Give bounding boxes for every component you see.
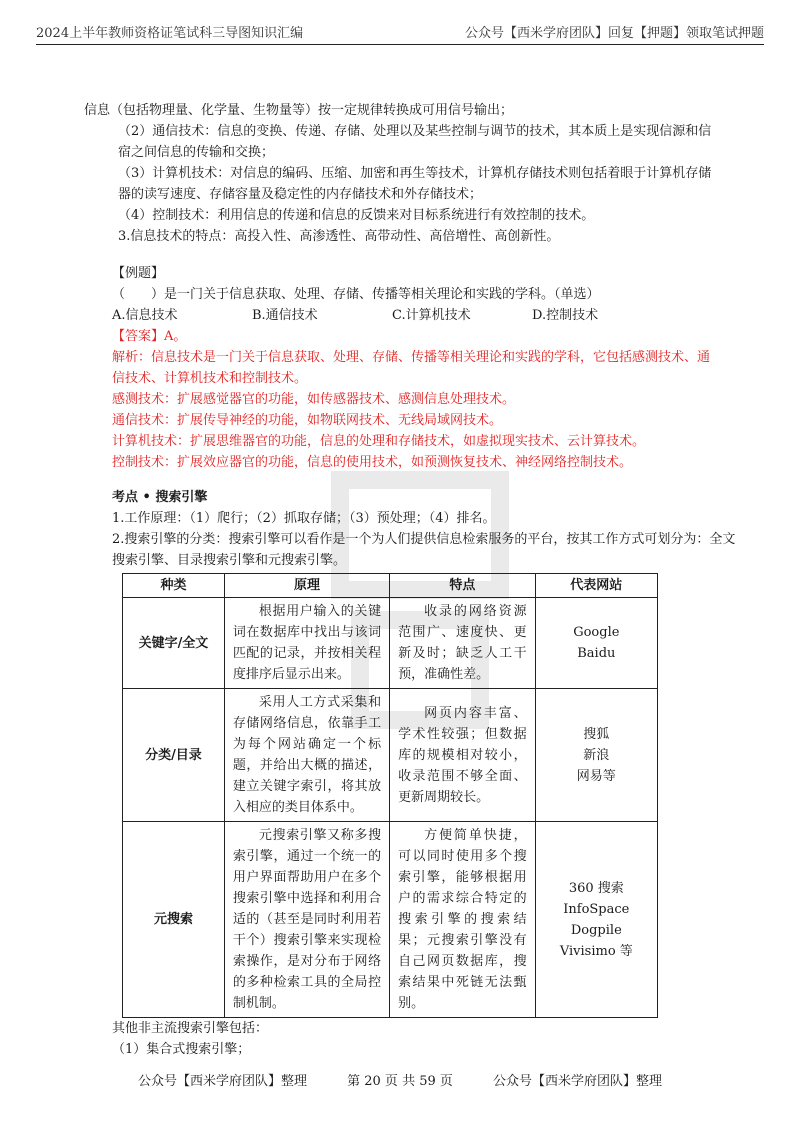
analysis-line-1: 解析：信息技术是一门关于信息获取、处理、存储、传播等相关理论和实践的学科，它包括感测技术、通信技术、计算机技术和控制技术。 — [112, 350, 711, 386]
analysis-line-4: 计算机技术：扩展思维器官的功能，信息的处理和存储技术，如虚拟现实技术、云计算技术。 — [112, 434, 646, 449]
th-principle: 原理 — [224, 574, 389, 598]
section-line-2: 2.搜索引擎的分类：搜索引擎可以看作是一个为人们提供信息检索服务的平台，按其工作方式可划分为：全文搜索引擎、目录搜索引擎和元搜索引擎。 — [112, 532, 736, 568]
row1-site-1: Google — [573, 625, 620, 640]
row3-principle: 元搜索引擎又称多搜索引擎，通过一个统一的用户界面帮助用户在多个搜索引擎中选择和利用合适的（甚至是同时利用若干个）搜索引擎来实现检索操作，是对分布于网络的多种检索工具的全局控制机制。 — [232, 828, 382, 1011]
header-promo: 公众号【西米学府团队】回复【押题】领取笔试押题 — [464, 26, 764, 41]
header-title: 2024上半年教师资格证笔试科三导图知识汇编 — [36, 26, 304, 41]
table-header-row — [123, 574, 658, 598]
row3-site-1: 360 搜索 — [568, 880, 624, 896]
row1-feature: 收录的网络资源范围广、速度快、更新及时；缺乏人工干预，准确性差。 — [398, 604, 527, 682]
table-row — [123, 598, 658, 689]
page-body — [84, 100, 736, 1060]
row2-site-2: 新浪 — [583, 747, 610, 763]
th-sites: 代表网站 — [535, 574, 657, 598]
intro-line-3: （3）计算机技术：对信息的编码、压缩、加密和再生等技术，计算机存储技术则包括着眼于计算机存储器的读写速度、存储容量及稳定性的内存储技术和外存储技术； — [118, 166, 712, 202]
row3-site-4: Vivisimo 等 — [559, 943, 633, 959]
row2-site-1: 搜狐 — [583, 726, 610, 742]
th-feature: 特点 — [390, 574, 536, 598]
footer-left: 公众号【西米学府团队】整理 — [137, 1074, 307, 1089]
after-table-line-2: （1）集合式搜索引擎； — [112, 1042, 251, 1057]
option-a: A.信息技术 — [112, 308, 178, 323]
search-engine-table — [122, 573, 658, 1018]
row2-site-3: 网易等 — [576, 768, 616, 784]
row3-site-2: InfoSpace — [563, 901, 630, 917]
analysis-line-3: 通信技术：扩展传导神经的功能，如物联网技术、无线局域网技术。 — [112, 413, 503, 428]
after-table-line-1: 其他非主流搜索引擎包括： — [112, 1021, 269, 1036]
analysis-line-2: 感测技术：扩展感觉器官的功能，如传感器技术、感测信息处理技术。 — [112, 392, 516, 407]
row2-principle: 采用人工方式采集和存储网络信息，依靠手工为每个网站确定一个标题，并给出大概的描述，建立关键字索引，将其放入相应的类目体系中。 — [232, 695, 382, 815]
analysis-line-5: 控制技术：扩展效应器官的功能，信息的使用技术，如预测恢复技术、神经网络控制技术。 — [112, 455, 633, 470]
option-d: D.控制技术 — [532, 308, 599, 323]
page-footer — [0, 1070, 800, 1089]
footer-right: 公众号【西米学府团队】整理 — [493, 1074, 663, 1089]
th-kind: 种类 — [123, 574, 225, 598]
row1-kind: 关键字/全文 — [123, 598, 225, 689]
row1-principle: 根据用户输入的关键词在数据库中找出与该词匹配的记录，并按相关程度排序后显示出来。 — [232, 604, 382, 682]
example-answer: 【答案】A。 — [112, 329, 187, 344]
page-header — [36, 22, 764, 45]
section-line-1: 1.工作原理：（1）爬行；（2）抓取存储；（3）预处理；（4）排名。 — [112, 511, 496, 526]
example-question: （ ）是一门关于信息获取、处理、存储、传播等相关理论和实践的学科。（单选） — [112, 287, 600, 302]
intro-line-4: （4）控制技术：利用信息的传递和信息的反馈来对目标系统进行有效控制的技术。 — [118, 208, 595, 223]
intro-line-5: 3.信息技术的特点：高投入性、高渗透性、高带动性、高倍增性、高创新性。 — [118, 229, 560, 244]
example-options — [112, 305, 720, 326]
option-c: C.计算机技术 — [392, 308, 471, 323]
option-b: B.通信技术 — [252, 308, 318, 323]
row2-kind: 分类/目录 — [123, 689, 225, 822]
row3-kind: 元搜索 — [123, 822, 225, 1018]
section-title: 考点 • 搜索引擎 — [112, 490, 208, 505]
example-label: 【例题】 — [112, 266, 165, 281]
intro-line-1: 信息（包括物理量、化学量、生物量等）按一定规律转换成可用信号输出； — [84, 103, 514, 118]
row2-feature: 网页内容丰富、学术性较强；但数据库的规模相对较小，收录范围不够全面、更新周期较长。 — [398, 705, 527, 805]
intro-line-2: （2）通信技术：信息的变换、传递、存储、处理以及某些控制与调节的技术，其本质上是实现信源和信宿之间信息的传输和交换； — [118, 124, 712, 160]
table-row — [123, 822, 658, 1018]
row3-site-3: Dogpile — [570, 922, 622, 938]
row1-site-2: Baidu — [577, 646, 616, 661]
page-number: 第 20 页 共 59 页 — [347, 1074, 453, 1089]
row3-feature: 方便简单快捷，可以同时使用多个搜索引擎，能够根据用户的需求综合特定的搜索引擎的搜索结果；元搜索引擎没有自己网页数据库，搜索结果中死链无法甄别。 — [398, 828, 527, 1011]
table-row — [123, 689, 658, 822]
